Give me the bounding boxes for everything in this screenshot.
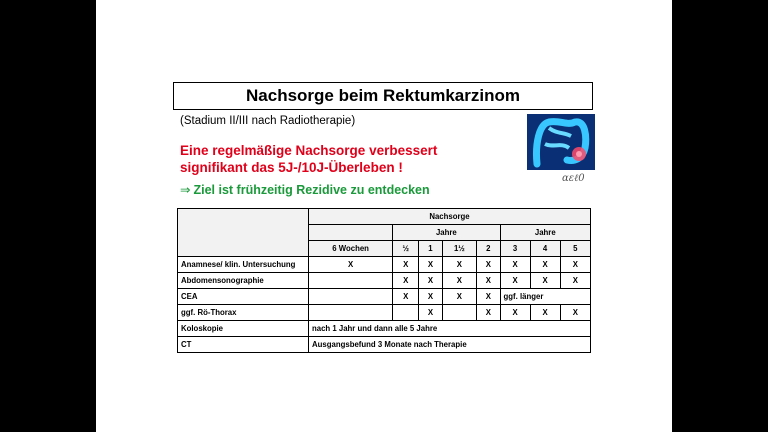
table-cell: X <box>442 289 476 305</box>
slide-title: Nachsorge beim Rektumkarzinom <box>173 82 593 110</box>
table-row <box>178 337 591 353</box>
header-col: 2 <box>477 241 500 257</box>
table-cell: X <box>419 305 442 321</box>
table-cell: X <box>442 257 476 273</box>
table-cell: X <box>309 257 393 273</box>
table-cell: X <box>560 257 590 273</box>
table-cell <box>309 305 393 321</box>
header-col: 1½ <box>442 241 476 257</box>
header-jahre-1: Jahre <box>393 225 500 241</box>
header-nachsorge: Nachsorge <box>309 209 591 225</box>
table-cell <box>393 305 419 321</box>
table-row <box>178 289 591 305</box>
ct-text: Ausgangsbefund 3 Monate nach Therapie <box>309 337 591 353</box>
row-label: Abdomensonographie <box>178 273 309 289</box>
table-row <box>178 273 591 289</box>
goal-text: Ziel ist frühzeitig Rezidive zu entdecken <box>193 183 430 197</box>
table-header-row <box>178 209 591 225</box>
table-cell: X <box>419 257 442 273</box>
row-label-koloskopie: Koloskopie <box>178 321 309 337</box>
row-label: Anamnese/ klin. Untersuchung <box>178 257 309 273</box>
nachsorge-table <box>177 208 591 353</box>
table-row <box>178 321 591 337</box>
table-cell: X <box>393 257 419 273</box>
table-cell: X <box>500 305 530 321</box>
table-cell: X <box>477 289 500 305</box>
highlight-line-1: Eine regelmäßige Nachsorge verbessert <box>180 143 438 158</box>
row-label: ggf. Rö-Thorax <box>178 305 309 321</box>
header-col: 4 <box>530 241 560 257</box>
header-col: 3 <box>500 241 530 257</box>
table-cell <box>442 305 476 321</box>
highlight-statement <box>180 142 437 176</box>
table-cell: X <box>419 273 442 289</box>
table-cell: X <box>530 257 560 273</box>
table-cell: X <box>530 273 560 289</box>
header-empty-cell <box>309 225 393 241</box>
highlight-line-2: signifikant das 5J-/10J-Überleben ! <box>180 160 403 175</box>
table-cell: X <box>442 273 476 289</box>
table-cell: X <box>477 257 500 273</box>
table-cell: X <box>500 273 530 289</box>
koloskopie-text: nach 1 Jahr und dann alle 5 Jahre <box>309 321 591 337</box>
header-col: 1 <box>419 241 442 257</box>
table-cell: X <box>500 257 530 273</box>
arrow-icon: ⇒ <box>180 183 191 197</box>
goal-statement <box>180 182 430 197</box>
slide-subtitle: (Stadium II/III nach Radiotherapie) <box>180 115 356 127</box>
signature: ɑεℓ0 <box>562 173 585 184</box>
table-cell: X <box>560 273 590 289</box>
header-empty-cell <box>178 209 309 257</box>
header-col: 5 <box>560 241 590 257</box>
row-label-ct: CT <box>178 337 309 353</box>
table-cell: X <box>393 273 419 289</box>
header-jahre-2: Jahre <box>500 225 590 241</box>
header-col: ½ <box>393 241 419 257</box>
table-cell-ggf-laenger: ggf. länger <box>500 289 590 305</box>
row-label: CEA <box>178 289 309 305</box>
table-cell <box>309 273 393 289</box>
table-cell: X <box>393 289 419 305</box>
slide <box>96 0 672 432</box>
table-cell: X <box>530 305 560 321</box>
table-cell: X <box>419 289 442 305</box>
table-cell: X <box>477 273 500 289</box>
table-cell <box>309 289 393 305</box>
colon-illustration-icon <box>527 114 595 170</box>
table-row <box>178 305 591 321</box>
table-cell: X <box>477 305 500 321</box>
colon-xray-image <box>527 114 595 170</box>
header-6-wochen: 6 Wochen <box>309 241 393 257</box>
table-row <box>178 257 591 273</box>
table-cell: X <box>560 305 590 321</box>
